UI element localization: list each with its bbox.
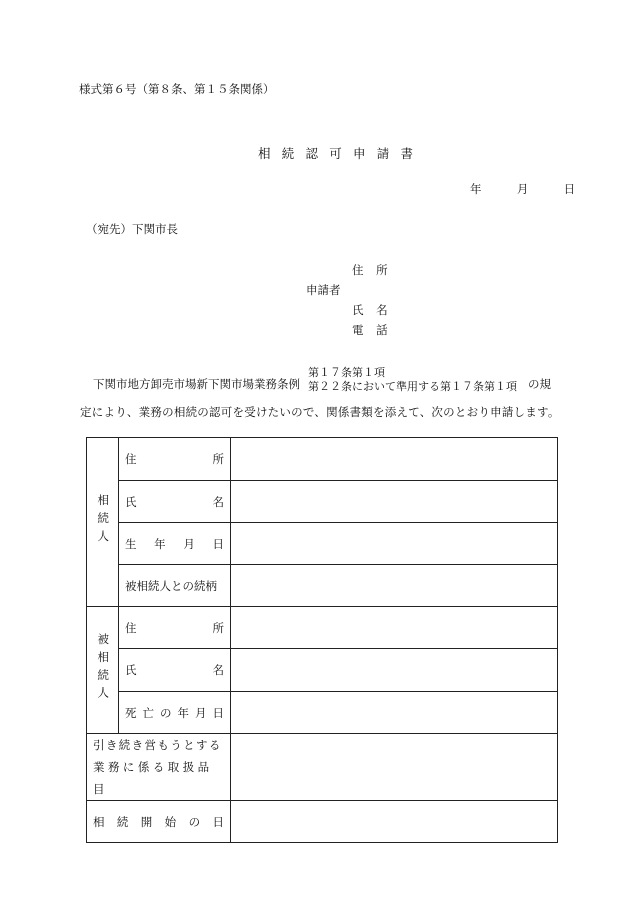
table-row [87, 734, 558, 801]
table-row [87, 801, 558, 843]
heir-relationship-label: 被相続人との続柄 [119, 565, 231, 607]
inheritance-start-label: 相 続 開 始 の 日 [87, 801, 231, 843]
decedent-group-label [87, 607, 119, 734]
heir-address-field[interactable] [231, 438, 558, 481]
decedent-death-date-field[interactable] [231, 692, 558, 734]
table-row [87, 565, 558, 607]
applicant-phone-label: 電話 [352, 323, 401, 337]
addressee: （宛先）下関市長 [86, 222, 178, 236]
business-items-line2: 業務に係る取扱品目 [93, 760, 213, 796]
date-line [470, 181, 575, 197]
table-row [87, 481, 558, 523]
business-items-field[interactable] [231, 734, 558, 801]
business-items-line1: 引き続き営もうとする [93, 738, 222, 752]
application-table [86, 437, 558, 843]
decedent-address-field[interactable] [231, 607, 558, 649]
heir-address-label: 住 所 [119, 438, 231, 481]
decedent-name-field[interactable] [231, 649, 558, 692]
form-number: 様式第６号（第８条、第１５条関係） [79, 82, 275, 96]
heir-name-label: 氏 名 [119, 481, 231, 523]
heir-name-field[interactable] [231, 481, 558, 523]
inheritance-start-field[interactable] [231, 801, 558, 843]
clause-option-b: 第２２条において準用する第１７条第１項 [308, 380, 517, 393]
business-items-label [87, 734, 231, 801]
heir-group-label [87, 438, 119, 607]
table-row [87, 523, 558, 565]
table-row [87, 692, 558, 734]
table-row [87, 649, 558, 692]
applicant-address-label: 住所 [352, 263, 401, 277]
page-title: 相続認可申請書 [258, 146, 425, 161]
clause-option-a: 第１７条第１項 [308, 366, 385, 379]
date-day-label: 日 [563, 182, 576, 196]
date-year-label: 年 [470, 182, 482, 196]
applicant-name-label: 氏名 [352, 303, 401, 317]
application-sentence: 定により、業務の相続の認可を受けたいので、関係書類を添えて、次のとおり申請します。 [80, 405, 560, 419]
table-row [87, 438, 558, 481]
decedent-death-date-label: 死 亡 の 年 月 日 [119, 692, 231, 734]
heir-group-text: 相続人 [96, 493, 111, 548]
table-row [87, 607, 558, 649]
clause-suffix: の規 [528, 377, 551, 391]
applicant-label: 申請者 [306, 283, 341, 297]
decedent-name-label: 氏 名 [119, 649, 231, 692]
heir-birthdate-label: 生 年 月 日 [119, 523, 231, 565]
heir-birthdate-field[interactable] [231, 523, 558, 565]
date-month-label: 月 [516, 182, 529, 196]
decedent-group-text: 被相続人 [96, 632, 111, 705]
heir-relationship-field[interactable] [231, 565, 558, 607]
ordinance-name: 下関市地方卸売市場新下関市場業務条例 [93, 377, 300, 391]
decedent-address-label: 住 所 [119, 607, 231, 649]
